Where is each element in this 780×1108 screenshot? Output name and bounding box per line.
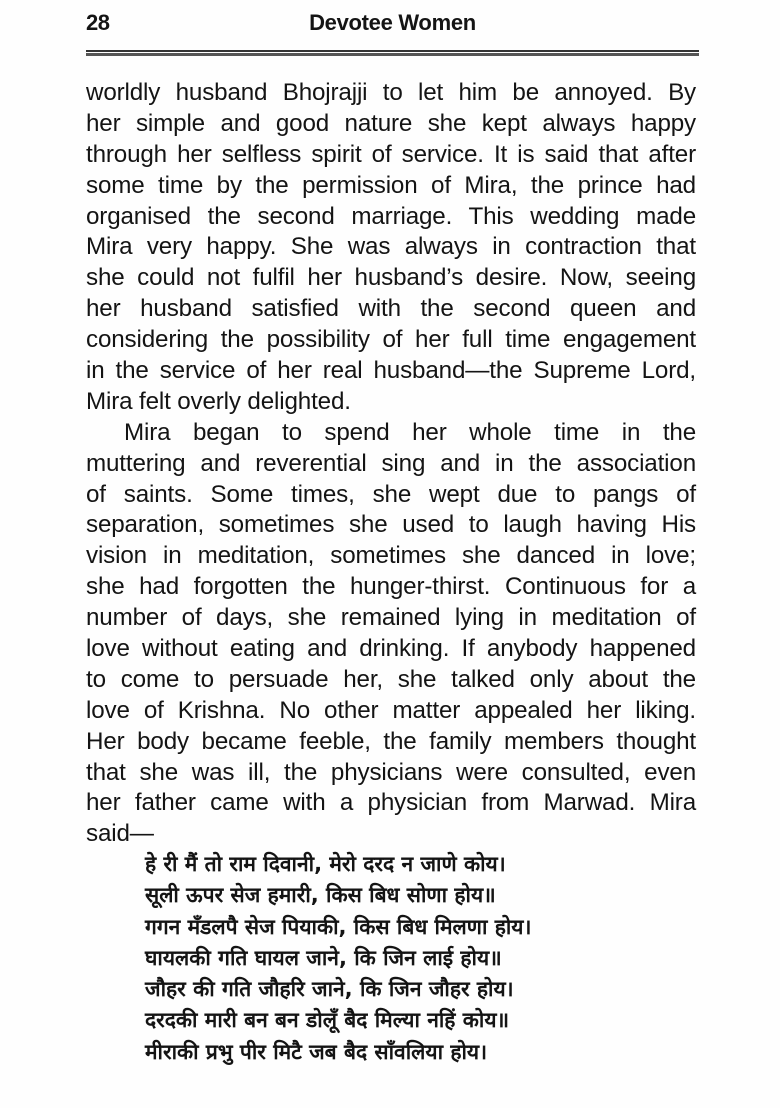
verse-line: दरदकी मारी बन बन डोलूँ बैद मिल्या नहिं कोय॥ (145, 1008, 510, 1033)
verse-line: घायलकी गति घायल जाने, कि जिन लाई होय॥ (145, 945, 502, 970)
text-line: organised the second marriage. This wedding made (86, 202, 696, 230)
running-title: Devotee Women (309, 10, 476, 35)
text-line: love of Krishna. No other matter appealed her liking. (86, 696, 696, 724)
page-number: 28 (86, 10, 110, 35)
text-line: said— (86, 820, 154, 848)
text-line: her husband satisfied with the second queen and (86, 295, 696, 323)
text-line: in the service of her real husband—the Supreme Lord, (86, 357, 696, 385)
text-line: love without eating and drinking. If anybody happened (86, 635, 696, 663)
text-line: she had forgotten the hunger-thirst. Continuous for a (86, 573, 696, 601)
text-line: through her selfless spirit of service. It is said that after (86, 140, 696, 168)
text-line: vision in meditation, sometimes she danced in love; (86, 542, 696, 570)
text-line: Mira very happy. She was always in contraction that (86, 233, 696, 261)
text-line: her simple and good nature she kept always happy (86, 109, 696, 137)
text-line: her father came with a physician from Marwad. Mira (86, 789, 696, 817)
text-line: to come to persuade her, she talked only about the (86, 665, 696, 693)
rule-line-top (86, 50, 699, 52)
text-line: she could not fulfil her husband’s desire. Now, seeing (86, 264, 696, 292)
verse-line: मीराकी प्रभु पीर मिटै जब बैद साँवलिया होय। (145, 1039, 488, 1064)
header-rule (86, 50, 699, 57)
text-line: that she was ill, the physicians were consulted, even (86, 758, 696, 786)
rule-line-bottom (86, 53, 699, 56)
verse-line: हे री मैं तो राम दिवानी, मेरो दरद न जाणे कोय। (145, 852, 506, 876)
verse-line: गगन मँडलपै सेज पियाकी, किस बिध मिलणा होय। (145, 914, 532, 939)
text-line: number of days, she remained lying in meditation of (86, 604, 696, 632)
text-line: muttering and reverential sing and in the association (86, 449, 696, 477)
text-line: some time by the permission of Mira, the prince had (86, 171, 696, 199)
text-line: worldly husband Bhojrajji to let him be annoyed. By (86, 79, 696, 106)
hindi-verse (145, 849, 665, 1068)
text-line: of saints. Some times, she wept due to pangs of (86, 480, 696, 508)
verse-line: जौहर की गति जौहरि जाने, कि जिन जौहर होय। (145, 977, 514, 1002)
text-line: Mira began to spend her whole time in the (124, 418, 696, 446)
text-line: Her body became feeble, the family members thought (86, 727, 696, 755)
page-header (86, 10, 699, 40)
text-line: separation, sometimes she used to laugh having His (86, 511, 696, 539)
verse-line: सूली ऊपर सेज हमारी, किस बिध सोणा होय॥ (145, 883, 496, 908)
text-line: considering the possibility of her full time engagement (86, 326, 696, 354)
text-line: Mira felt overly delighted. (86, 387, 351, 415)
body-text (86, 78, 696, 850)
